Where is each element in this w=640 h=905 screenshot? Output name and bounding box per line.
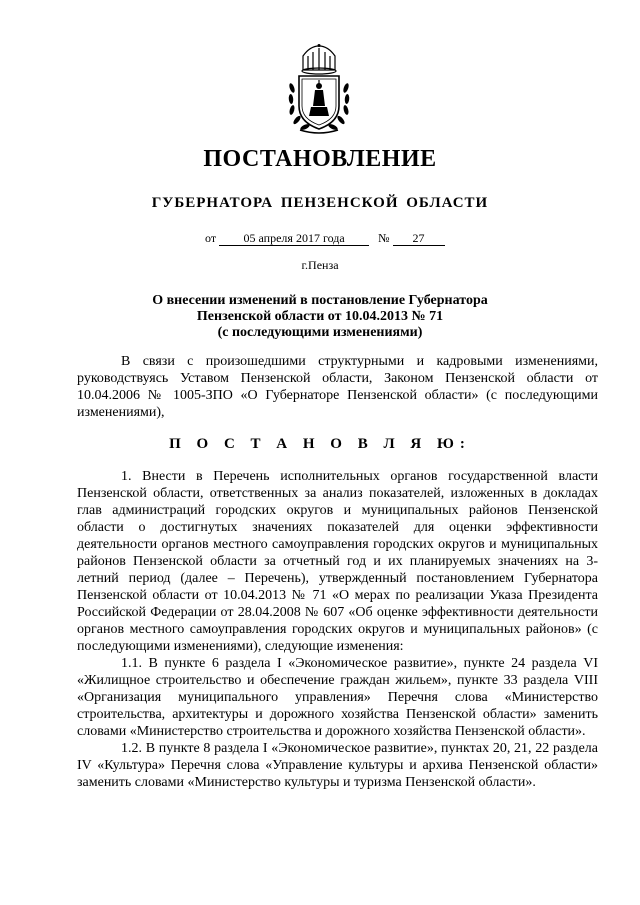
decree-word: П О С Т А Н О В Л Я Ю: xyxy=(169,436,471,452)
document-dateline xyxy=(205,231,445,246)
heading-line: Пензенской области от 10.04.2013 № 71 xyxy=(196,309,444,324)
paragraph-1-1: 1.1. В пункте 6 раздела I «Экономическое развитие», пункте 24 раздела VI «Жилищное строительство и обеспечение граждан жильем», пункте 33 раздела VIII «Организация муниципального управления» Перечня слова «Министерство строительства, архитектуры и дорожного хозяйства Пензенской области» заменить словами «Министерство строительства и дорожного хозяйства Пензенской области». xyxy=(77,656,598,739)
document-heading xyxy=(0,293,640,341)
number-prefix: № xyxy=(378,231,390,245)
paragraph-1: 1. Внести в Перечень исполнительных органов государственной власти Пензенской области, ответственных за анализ показателей, изложенных в докладах глав администраций городских округов и муниципальных районов Пензенской области о достигнутых значениях показателей для оценки эффективности деятельности органов местного самоуправления городских округов и муниципальных районов Пензенской области за отчетный год и их планируемых значениях на 3-летний период (далее – Перечень), утвержденный постановлением Губернатора Пензенской области от 10.04.2013 № 71 «О мерах по реализации Указа Президента Российской Федерации от 28.04.2008 № 607 «Об оценке эффективности деятельности органов местного самоуправления городских округов и муниципальных районов» (с последующими изменениями), следующие изменения: xyxy=(77,469,598,654)
coat-of-arms-icon xyxy=(286,44,352,134)
document-number: 27 xyxy=(393,231,445,246)
heading-line: О внесении изменений в постановление Губернатора xyxy=(152,293,488,308)
date-prefix: от xyxy=(205,231,217,245)
intro-paragraph: В связи с произошедшими структурными и кадровыми изменениями, руководствуясь Уставом Пензенской области, Законом Пензенской области от 10.04.2006 № 1005-ЗПО «О Губернаторе Пензенской области» (с последующими изменениями), xyxy=(77,354,598,420)
document-date: 05 апреля 2017 года xyxy=(219,231,369,246)
heading-line: (с последующими изменениями) xyxy=(217,325,423,340)
document-issuer: ГУБЕРНАТОРА ПЕНЗЕНСКОЙ ОБЛАСТИ xyxy=(151,195,489,211)
decree-body xyxy=(77,468,598,791)
intro-block xyxy=(77,353,598,421)
document-title: ПОСТАНОВЛЕНИЕ xyxy=(203,146,437,172)
paragraph-1-2: 1.2. В пункте 8 раздела I «Экономическое развитие», пунктах 20, 21, 22 раздела IV «Культура» Перечня слова «Управление культуры и архива Пензенской области» заменить словами «Министерство культуры и туризма Пензенской области». xyxy=(77,741,598,790)
document-city: г.Пенза xyxy=(301,258,339,272)
